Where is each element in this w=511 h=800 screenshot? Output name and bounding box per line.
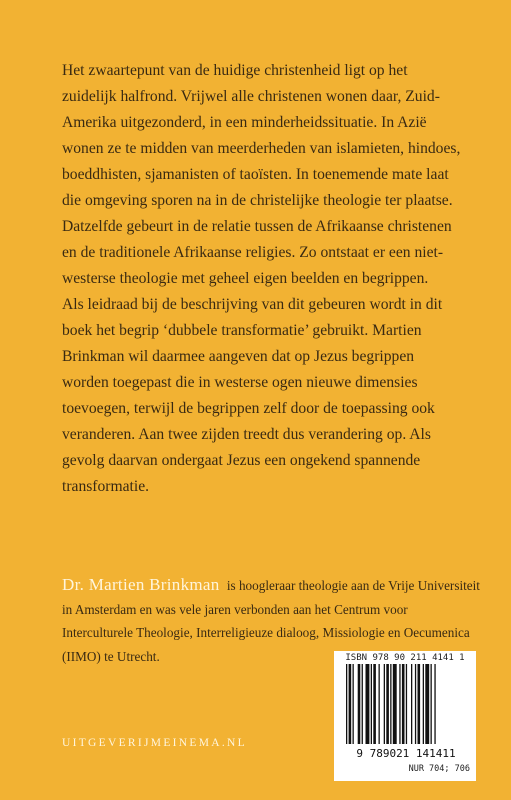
publisher-website[interactable]: UITGEVERIJMEINEMA.NL — [62, 737, 247, 749]
blurb-text: Het zwaartepunt van de huidige christenheid ligt op het zuidelijk halfrond. Vrijwel alle christenen wonen daar, Zuid-Amerika uitgezonderd, in een minderheidssituatie. In Azië wonen ze te midden van meerderheden van islamieten, hindoes, boeddhisten, sjamanisten of taoïsten. In toenemende mate laat die omgeving sporen na in de christelijke theologie ter plaatse. Datzelfde gebeurt in de relatie tussen de Afrikaanse christenen en de traditionele Afrikaanse religies. Zo ontstaat er een niet-westerse theologie met geheel eigen beelden en begrippen. Als leidraad bij de beschrijving van dit gebeuren wordt in dit boek het begrip ‘dubbele transformatie’ gebruikt. Martien Brinkman wil daarmee aangeven dat op Jezus begrippen worden toegepast die in westerse ogen nieuwe dimensies toevoegen, terwijl de begrippen zelf door de toepassing ook veranderen. Aan twee zijden treedt dus verandering op. Als gevolg daarvan ondergaat Jezus een ongekend spannende transformatie. — [62, 62, 461, 495]
author-bio-text: is hoogleraar theologie aan de Vrije Universiteit in Amsterdam en was vele jaren verbonden aan het Centrum voor Interculturele Theologie, Interreligieuze dialoog, Missiologie en Oecumenica (IIMO) te Utrecht. — [62, 578, 480, 664]
barcode — [334, 651, 476, 781]
author-name: Dr. Martien Brinkman — [62, 575, 220, 594]
nur-code: NUR 704; 706 — [408, 764, 470, 774]
barcode-digits: 9 789021 141411 — [356, 747, 456, 760]
isbn-label: ISBN 978 90 211 4141 1 — [345, 653, 465, 663]
barcode-bars — [346, 664, 466, 744]
